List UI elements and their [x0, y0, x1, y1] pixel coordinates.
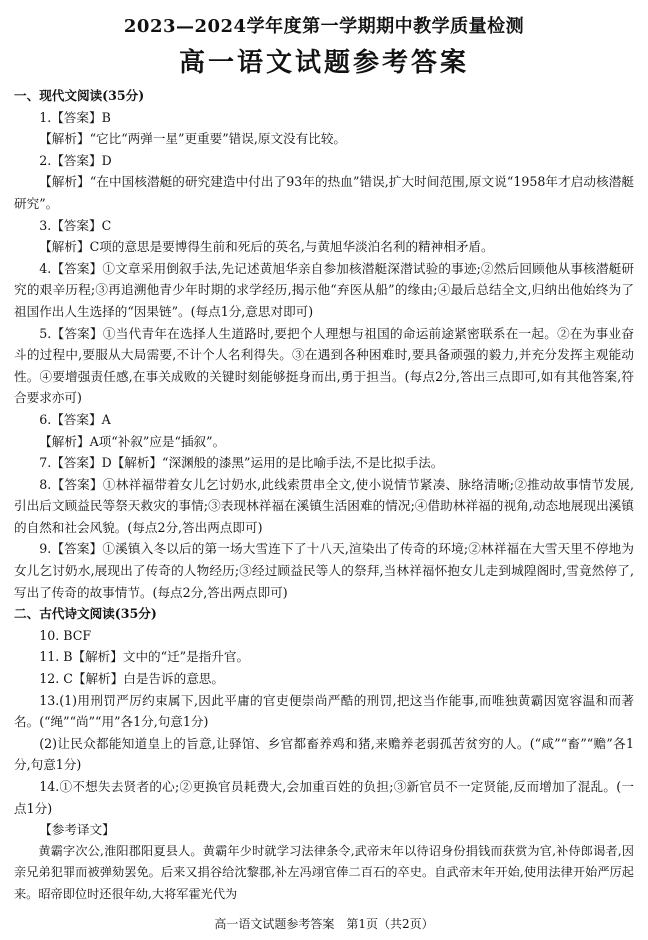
- answer-line: 10. BCF: [39, 627, 92, 643]
- reference-translation: 黄霸字次公,淮阳郡阳夏县人。黄霸年少时就学习法律条令,武帝末年以待诏身份捐钱而获赏为官,补侍郎谒者,因亲兄弟犯罪而被弹劾罢免。后来又捐谷给沈黎郡,补左冯翊官俸二百石的卒史。自武帝末年开始,使用法律开始严厉起来。昭帝即位时还很年幼,大将军霍光代为: [14, 843, 634, 901]
- analysis-line: 【解析】C项的意思是要博得生前和死后的英名,与黄旭华淡泊名利的精神相矛盾。: [39, 239, 494, 255]
- answer-line: 1.【答案】B: [39, 109, 111, 125]
- analysis-line: 【解析】A项“补叙”应是“插叙”。: [39, 433, 226, 449]
- answer-line: 12. C【解析】白是告诉的意思。: [39, 671, 224, 687]
- document-body: [14, 85, 634, 906]
- answer-line: 2.【答案】D: [39, 152, 112, 168]
- answer-paragraph: 4.【答案】①文章采用倒叙手法,先记述黄旭华亲自参加核潜艇深潜试验的事迹;②然后回顾他从事核潜艇研究的艰辛历程;③再追溯他青少年时期的求学经历,揭示他“弃医从船”的缘由;④最后总结全文,归纳出他始终为了祖国作出人生选择的“因果链”。(每点1分,意思对即可): [14, 260, 634, 319]
- section-heading: 二、古代诗文阅读(35分): [14, 606, 157, 622]
- page-title: 高一语文试题参考答案: [178, 48, 469, 78]
- answer-line: 11. B【解析】文中的“迁”是指升官。: [39, 649, 250, 665]
- answer-paragraph: (2)让民众都能知道皇上的旨意,让驿馆、乡官都畜养鸡和猪,来赡养老弱孤苦贫穷的人。(“咸”“畜”“赡”各1分,句意1分): [14, 735, 634, 773]
- answer-paragraph: 9.【答案】①溪镇入冬以后的第一场大雪连下了十八天,渲染出了传奇的环境;②林祥福在大雪天里不停地为女儿乞讨奶水,展现出了传奇的人物经历;③经过顾益民等人的祭拜,当林祥福怀抱女儿走到城隍阁时,雪竟然停了,写出了传奇的故事情节。(每点2分,答出两点即可): [14, 541, 634, 600]
- answer-paragraph: 14.①不想失去贤者的心;②更换官员耗费大,会加重百姓的负担;③新官员不一定贤能,反而增加了混乱。(一点1分): [14, 779, 634, 816]
- reference-translation-label: 【参考译文】: [39, 822, 115, 838]
- analysis-line: 【解析】“在中国核潜艇的研究建造中付出了93年的热血”错误,扩大时间范围,原文说“1958年才启动核潜艇研究”。: [14, 174, 634, 211]
- answer-paragraph: 8.【答案】①林祥福带着女儿乞讨奶水,此线索贯串全文,使小说情节紧凑、脉络清晰;②推动故事情节发展,引出后文顾益民等祭天救灾的事情;③表现林祥福在溪镇生活困难的情况;④借助林祥福的视角,动态地展现出溪镇的自然和社会风貌。(每点2分,答出两点即可): [14, 476, 634, 535]
- analysis-line: 【解析】“它比“两弹一星”更重要”错误,原文没有比较。: [39, 131, 347, 147]
- section-heading: 一、现代文阅读(35分): [14, 88, 145, 103]
- exam-title: 2023—2024学年度第一学期期中教学质量检测: [123, 16, 525, 37]
- answer-paragraph: 13.(1)用刑罚严厉约束属下,因此平庸的官吏便崇尚严酷的刑罚,把这当作能事,而唯独黄霸因宽容温和而著名。(“绳”“尚”“用”各1分,句意1分): [14, 692, 634, 730]
- answer-paragraph: 5.【答案】①当代青年在选择人生道路时,要把个人理想与祖国的命运前途紧密联系在一起。②在为事业奋斗的过程中,要服从大局需要,不计个人名利得失。③在遇到各种困难时,要具备顽强的毅力,并充分发挥主观能动性。④要增强责任感,在事关成败的关键时刻能够挺身而出,勇于担当。(每点2分,答出三点即可,如有其他答案,符合要求亦可): [14, 325, 634, 406]
- answer-line: 6.【答案】A: [39, 411, 111, 427]
- answer-line: 7.【答案】D【解析】“深渊般的漆黑”运用的是比喻手法,不是比拟手法。: [39, 455, 444, 471]
- page-footer: 高一语文试题参考答案 第1页（共2页）: [214, 917, 434, 931]
- answer-line: 3.【答案】C: [39, 217, 112, 233]
